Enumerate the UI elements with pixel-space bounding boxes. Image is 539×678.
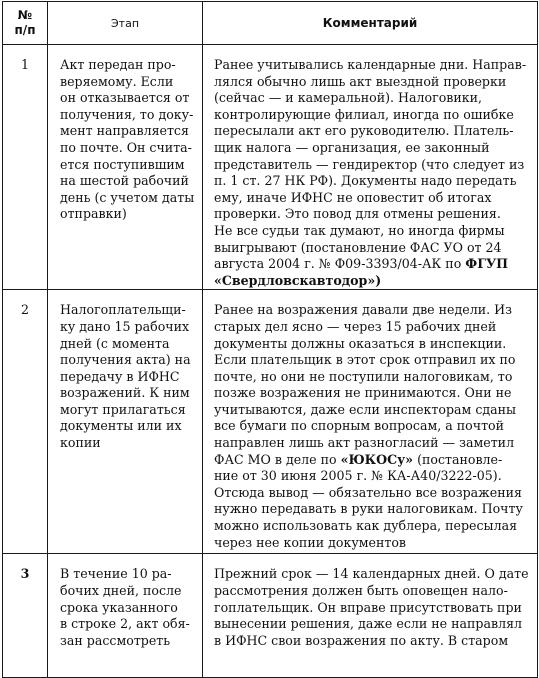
comment-line: [214, 256, 531, 273]
comment-line: гоплательщик. Он вправе присутствовать при: [214, 599, 522, 615]
stage-cell: [48, 45, 203, 290]
table-header-row: [3, 2, 538, 45]
comment-line: учитываются, даже если инспекторам сданы: [214, 401, 517, 417]
table-row: [3, 290, 538, 554]
company-name-bold: «Свердловскавтодор»): [214, 272, 382, 288]
row-number: 3: [3, 554, 48, 678]
comment-line: Не все судьи так думают, но иногда фирмы: [214, 222, 505, 238]
stage-line: получения акта) на: [60, 352, 191, 368]
header-stage: Этап: [48, 2, 203, 45]
comment-line: в ИФНС свои возражения по акту. В старом: [214, 632, 509, 648]
stage-line: зан рассмотреть: [60, 632, 171, 648]
comment-line: позже возражения не принимаются. Они не: [214, 385, 512, 401]
comment-line: Ранее на возражения давали две недели. Из: [214, 302, 512, 318]
comment-line: лялся обычно лишь акт выездной проверки: [214, 73, 507, 89]
comment-line: (сейчас — и камеральной). Налоговики,: [214, 90, 483, 106]
stage-line: дней (с момента: [60, 335, 170, 351]
stage-line: могут прилагаться: [60, 401, 186, 417]
stage-line: передачу в ИФНС: [60, 368, 180, 384]
stage-line: возражений. К ним: [60, 385, 190, 401]
comment-line: документы должны оказаться в инспекции.: [214, 335, 507, 351]
table-row: [3, 554, 538, 678]
comment-line: ние от 30 июня 2005 г. № КА-А40/3222-05).: [214, 468, 502, 484]
stage-cell: [48, 554, 203, 678]
comment-text: (постановле-: [413, 451, 503, 467]
comment-line: нужно передавать в руки налоговикам. Почту: [214, 501, 523, 517]
stage-cell: [48, 290, 203, 554]
comment-line: направлен лишь акт разногласий — заметил: [214, 435, 515, 451]
stage-line: мент направляется: [60, 123, 189, 139]
stage-line: Акт передан про-: [60, 57, 176, 72]
row-number: 2: [3, 290, 48, 554]
stage-line: он отказывается от: [60, 90, 190, 106]
comment-line: можно использовать как дублера, пересылая: [214, 518, 518, 534]
stage-line: документы или их: [60, 418, 182, 434]
header-number-symbol: №: [17, 8, 33, 22]
stage-line: ку дано 15 рабочих: [60, 318, 190, 334]
comment-line: выигрывают (постановление ФАС УО от 24: [214, 239, 502, 255]
stage-line: получения, то доку-: [60, 106, 194, 122]
comment-line: пересылали акт его руководителю. Платель-: [214, 123, 514, 139]
stage-line: в строке 2, акт обя-: [60, 616, 190, 632]
comment-line: через нее копии документов: [214, 534, 407, 550]
comment-line: старых дел ясно — через 15 рабочих дней: [214, 318, 497, 334]
comment-line: контролирующие филиал, иногда по ошибке: [214, 106, 514, 122]
comment-text: ФАС МО в деле по: [214, 451, 341, 467]
comment-line: п. 1 ст. 27 НК РФ). Документы надо передать: [214, 173, 517, 189]
comment-line: рассмотрения должен быть оповещен нало-: [214, 582, 508, 598]
comment-cell: [203, 554, 538, 678]
comment-line: проверки. Это повод для отмены решения.: [214, 206, 501, 222]
row-number: 1: [3, 45, 48, 290]
comment-line: Если плательщик в этот срок отправил их по: [214, 352, 516, 368]
stage-line: копии: [60, 435, 101, 451]
comment-line: Прежний срок — 14 календарных дней. О дате: [214, 566, 529, 582]
stage-line: Налогоплательщи-: [60, 302, 186, 318]
stage-line: ется поступившим: [60, 156, 185, 172]
comment-line: [214, 452, 531, 469]
company-name-bold: «ЮКОСу»: [340, 451, 414, 467]
stage-line: бочих дней, после: [60, 582, 182, 598]
comment-line: все бумаги по спорным вопросам, а почтой: [214, 418, 505, 434]
comment-cell: [203, 45, 538, 290]
company-name-bold: ФГУП: [465, 256, 509, 272]
stage-line: В течение 10 ра-: [60, 566, 172, 582]
stage-line: отправки): [60, 206, 127, 222]
header-comment: Комментарий: [203, 2, 538, 45]
stage-line: день (с учетом даты: [60, 189, 195, 205]
header-number: [3, 2, 48, 45]
comment-cell: [203, 290, 538, 554]
comment-line: щик налога — организация, ее законный: [214, 139, 490, 155]
stage-line: срока указанного: [60, 599, 178, 615]
comment-text: августа 2004 г. № Ф09-3393/04-АК по: [214, 256, 466, 272]
stage-line: по почте. Он счита-: [60, 139, 192, 155]
comment-line: почте, но они не поступили налоговикам, то: [214, 368, 513, 384]
stages-table: [2, 1, 538, 678]
header-number-abbrev: п/п: [14, 23, 36, 37]
stage-line: веряемому. Если: [60, 73, 174, 89]
comment-line: ему, иначе ИФНС не оповестит об итогах: [214, 189, 492, 205]
table-row: [3, 45, 538, 290]
comment-line: Ранее учитывались календарные дни. Направ-: [214, 57, 527, 72]
comment-line: представитель — гендиректор (что следует из: [214, 156, 525, 172]
comment-line: Отсюда вывод — обязательно все возражения: [214, 484, 522, 500]
comment-line: вынесении решения, даже если не направлял: [214, 616, 523, 632]
stage-line: на шестой рабочий: [60, 173, 189, 189]
